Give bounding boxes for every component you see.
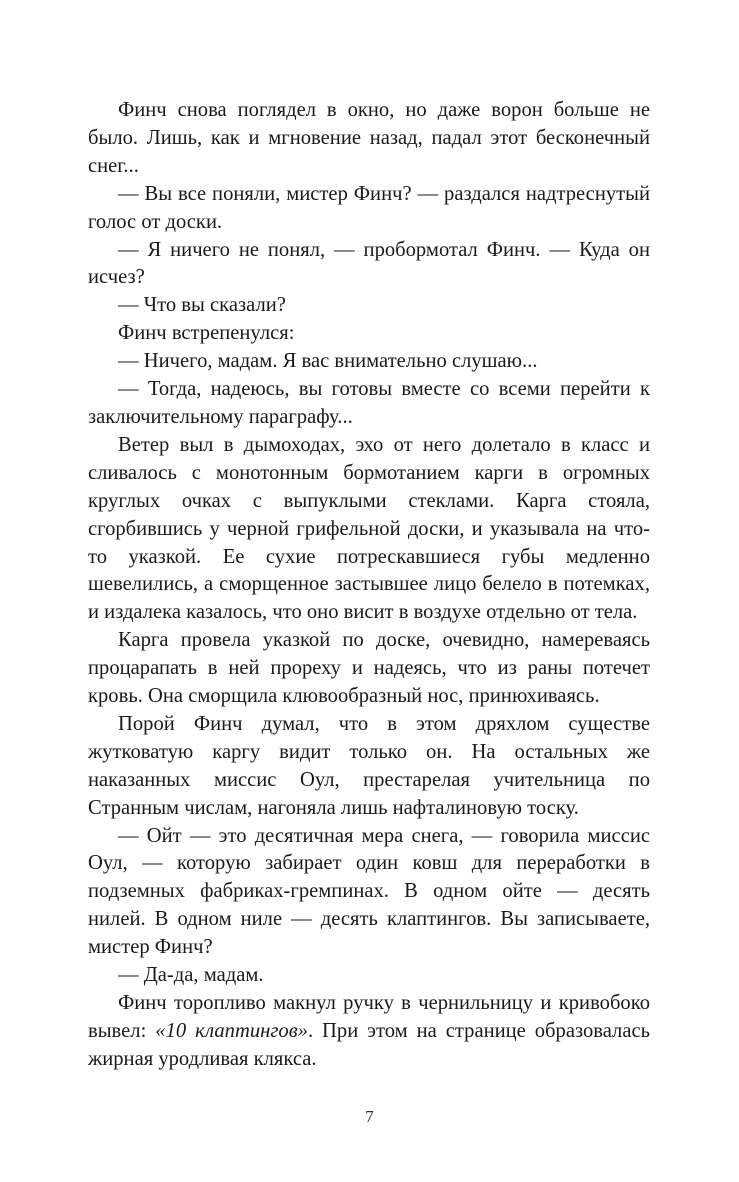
paragraph-11: — Ойт — это десятичная мера снега, — говорила миссис Оул, — которую забирает один ковш для переработки в подземных фабриках-гремпинах. В одном ойте — десять нилей. В одном ниле — десять клаптингов. Вы записываете, мистер Финч? (88, 824, 650, 959)
paragraph-7: — Тогда, надеюсь, вы готовы вместе со всеми перейти к заключительному параграфу... (88, 378, 650, 428)
paragraph-3: — Я ничего не понял, — пробормотал Финч. — Куда он исчез? (88, 238, 650, 289)
paragraph-13-before: Финч торопливо макнул ручку в чернильницу и кривобоко вывел: (88, 992, 650, 1042)
page-number: 7 (365, 1107, 374, 1126)
paragraph-6: — Ничего, мадам. Я вас внимательно слушаю... (118, 350, 538, 373)
paragraph-8: Ветер выл в дымоходах, эхо от него долетало в класс и сливалось с монотонным бормотанием карги в огромных круглых очках с выпуклыми стеклами. Карга стояла, сгорбившись у черной грифельной доски, и указывала на что-то указкой. Ее сухие потрескавшиеся губы медленно шевелились, а сморщенное застывшее лицо белело в потемках, и издалека казалось, что оно висит в воздухе отдельно от тела. (88, 433, 650, 624)
paragraph-1: Финч снова поглядел в окно, но даже ворон больше не было. Лишь, как и мгновение назад, падал этот бесконечный снег... (88, 99, 650, 177)
paragraph-10: Порой Финч думал, что в этом дряхлом существе жутковатую каргу видит только он. На остальных же наказанных миссис Оул, престарелая учительница по Странным числам, нагоняла лишь нафталиновую тоску. (88, 712, 650, 819)
paragraph-2: — Вы все поняли, мистер Финч? — раздался надтреснутый голос от доски. (88, 182, 650, 233)
paragraph-13-after: . При этом на странице образовалась жирная уродливая клякса. (88, 1019, 650, 1070)
paragraph-13-quote: «10 клаптингов» (155, 1019, 308, 1042)
page-body (88, 97, 650, 1074)
paragraph-13 (88, 990, 650, 1074)
paragraph-5: Финч встрепенулся: (118, 322, 295, 345)
paragraph-4: — Что вы сказали? (118, 294, 286, 317)
paragraph-9: Карга провела указкой по доске, очевидно, намереваясь процарапать в ней прореху и надеясь, что из раны потечет кровь. Она сморщила клювообразный нос, принюхиваясь. (88, 629, 650, 708)
paragraph-12: — Да-да, мадам. (118, 964, 264, 987)
